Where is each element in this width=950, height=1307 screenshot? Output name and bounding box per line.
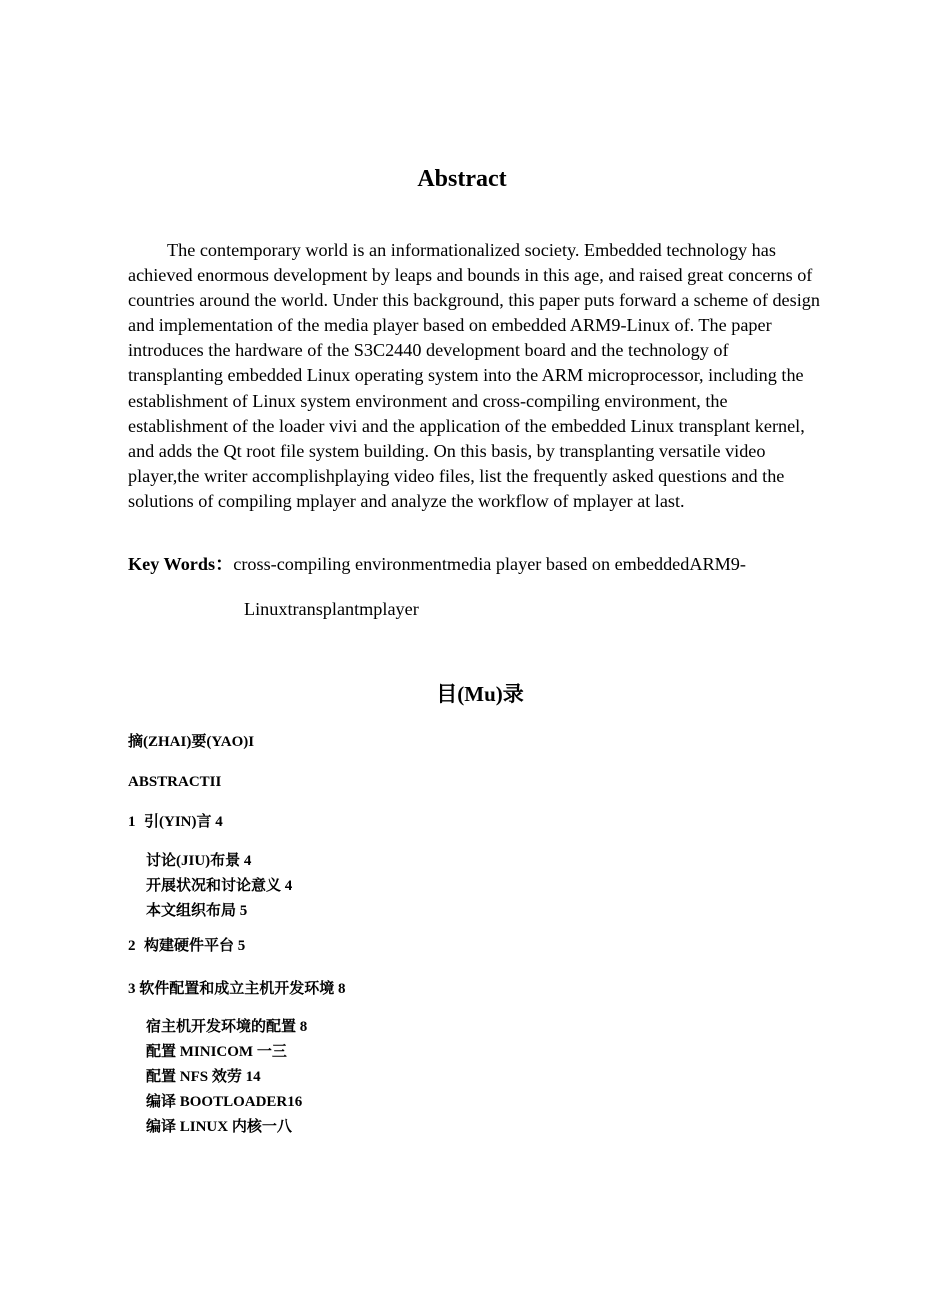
toc-entry-label: 构建硬件平台 5 <box>144 938 246 954</box>
toc-entry-chapter-3[interactable]: 3 软件配置和成立主机开发环境 8 <box>128 981 346 997</box>
toc-entry-3-4[interactable]: 编译 BOOTLOADER16 <box>146 1094 303 1110</box>
toc-entry-chapter-2[interactable] <box>128 936 245 956</box>
toc-title: 目(Mu)录 <box>436 682 524 706</box>
toc-entry-number: 2 <box>128 938 136 954</box>
keywords-text-line2: Linuxtransplantmplayer <box>244 599 419 619</box>
abstract-title: Abstract <box>417 166 507 192</box>
toc-entry-3-2[interactable]: 配置 MINICOM 一三 <box>146 1044 287 1060</box>
toc-entry-3-5[interactable]: 编译 LINUX 内核一八 <box>146 1119 292 1135</box>
keywords-text-line1: cross-compiling environmentmedia player based on embeddedARM9- <box>233 554 746 574</box>
toc-entry-1-1[interactable]: 讨论(JIU)布景 4 <box>146 853 252 869</box>
keywords-line <box>128 552 746 577</box>
toc-entry-number: 1 <box>128 814 136 830</box>
keywords-label: Key Words： <box>128 554 234 574</box>
toc-entry-abstract[interactable]: ABSTRACTII <box>128 774 222 790</box>
toc-entry-3-1[interactable]: 宿主机开发环境的配置 8 <box>146 1019 308 1035</box>
toc-entry-chapter-1[interactable] <box>128 812 223 832</box>
toc-entry-1-2[interactable]: 开展状况和讨论意义 4 <box>146 878 293 894</box>
toc-entry-1-3[interactable]: 本文组织布局 5 <box>146 903 248 919</box>
abstract-paragraph: The contemporary world is an informationalized society. Embedded technology has achieved enormous development by leaps and bounds in this age, and raised great concerns of countries around the world. Under this background, this paper puts forward a scheme of design and implementation of the media player based on embedded ARM9-Linux of. The paper introduces the hardware of the S3C2440 development board and the technology of transplanting embedded Linux operating system into the ARM microprocessor, including the establishment of Linux system environment and cross-compiling environment, the establishment of the loader vivi and the application of the embedded Linux transplant kernel, and adds the Qt root file system building. On this basis, by transplanting versatile video player,the writer accomplishplaying video files, list the frequently asked questions and the solutions of compiling mplayer and analyze the workflow of mplayer at last. <box>128 240 820 511</box>
toc-entry-label: 引(YIN)言 4 <box>144 814 223 830</box>
toc-entry-zhaiyao[interactable]: 摘(ZHAI)要(YAO)I <box>128 734 255 750</box>
toc-entry-3-3[interactable]: 配置 NFS 效劳 14 <box>146 1069 261 1085</box>
